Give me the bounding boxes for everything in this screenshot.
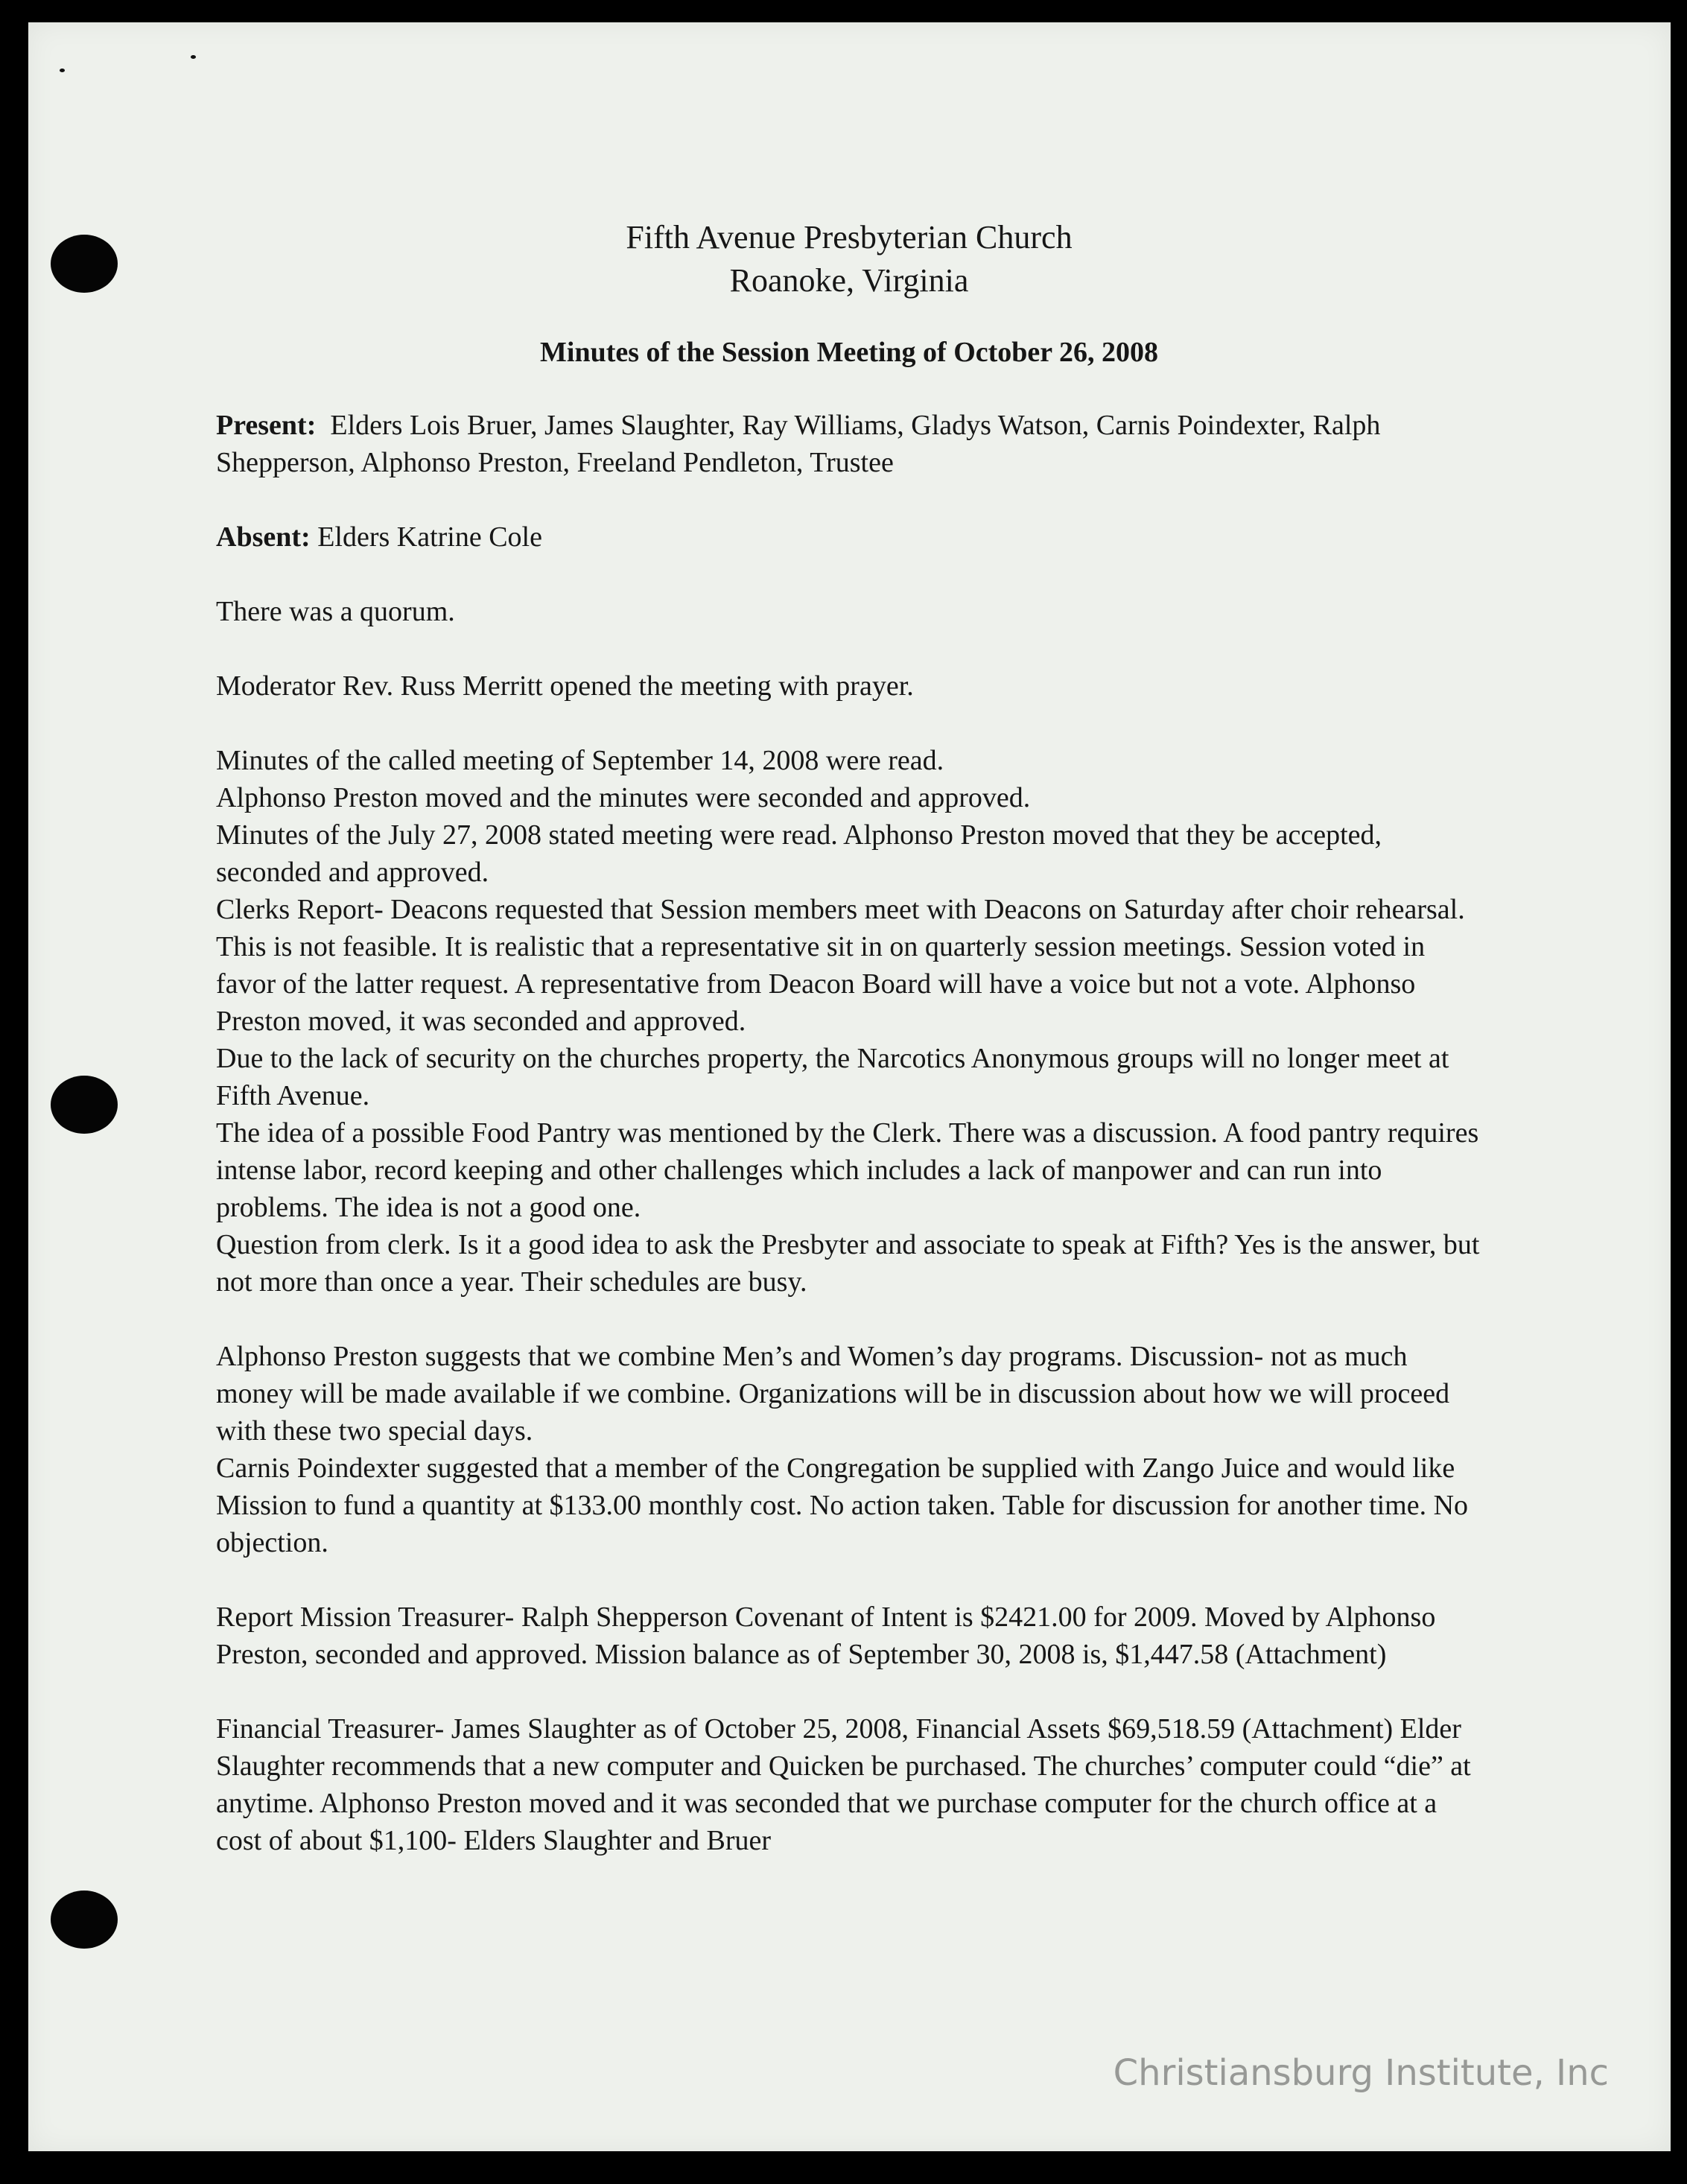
opening-statement: Moderator Rev. Russ Merritt opened the meeting with prayer. <box>216 670 914 702</box>
absent-list: Elders Katrine Cole <box>317 521 542 553</box>
church-location: Roanoke, Virginia <box>729 262 969 299</box>
financial-treasurer-report: Financial Treasurer- James Slaughter as of October 25, 2008, Financial Assets $69,518.59 (Attachment) Elder Slaughter recommends that a new computer and Quicken be purchased. The churches’ computer could “die” at anytime. Alphonso Preston moved and it was seconded that we purchase computer for the church office at a cost of about $1,100- Elders Slaughter and Bruer <box>216 1713 1471 1856</box>
programs-section <box>216 1338 1482 1561</box>
scan-speck <box>60 69 65 72</box>
programs-line: Alphonso Preston suggests that we combine Men’s and Women’s day programs. Discussion- not as much money will be made available if we combine. Organizations will be in discussion about how we will proceed with these two special days. <box>216 1341 1450 1447</box>
minutes-line: Minutes of the July 27, 2008 stated meeting were read. Alphonso Preston moved that they be accepted, seconded and approved. <box>216 819 1382 888</box>
mission-treasurer-report: Report Mission Treasurer- Ralph Shepperson Covenant of Intent is $2421.00 for 2009. Moved by Alphonso Preston, seconded and approved. Mission balance as of September 30, 2008 is, $1,447.58 (Attachment) <box>216 1602 1436 1670</box>
presbyter-question: Question from clerk. Is it a good idea to ask the Presbyter and associate to speak at Fifth? Yes is the answer, but not more than once a year. Their schedules are busy. <box>216 1229 1480 1298</box>
minutes-section <box>216 742 1482 1301</box>
absent-paragraph <box>216 518 1482 556</box>
present-label: Present: <box>216 410 317 441</box>
absent-label: Absent: <box>216 521 311 553</box>
present-paragraph <box>216 407 1482 481</box>
watermark-text: Christiansburg Institute, Inc <box>1113 2052 1609 2094</box>
food-pantry-note: The idea of a possible Food Pantry was mentioned by the Clerk. There was a discussion. A food pantry requires intense labor, record keeping and other challenges which includes a lack of manpower and can run into problems. The idea is not a good one. <box>216 1117 1479 1223</box>
minutes-line: Minutes of the called meeting of September 14, 2008 were read. <box>216 745 944 776</box>
minutes-document <box>216 216 1482 1859</box>
scan-speck <box>191 55 196 59</box>
clerks-report: Clerks Report- Deacons requested that Session members meet with Deacons on Saturday after choir rehearsal. This is not feasible. It is realistic that a representative sit in on quarterly session meetings. Session voted in favor of the latter request. A representative from Deacon Board will have a voice but not a vote. Alphonso Preston moved, it was seconded and approved. <box>216 894 1465 1037</box>
present-list: Elders Lois Bruer, James Slaughter, Ray Williams, Gladys Watson, Carnis Poindexter, Ralph Shepperson, Alphonso Preston, Freeland Pendleton, Trustee <box>216 410 1381 478</box>
punch-hole-top <box>51 235 118 293</box>
quorum-statement: There was a quorum. <box>216 596 455 627</box>
programs-line: Carnis Poindexter suggested that a member of the Congregation be supplied with Zango Juice and would like Mission to fund a quantity at $133.00 monthly cost. No action taken. Table for discussion for another time. No objection. <box>216 1453 1469 1558</box>
punch-hole-middle <box>51 1076 118 1134</box>
punch-hole-bottom <box>51 1891 118 1949</box>
security-note: Due to the lack of security on the churches property, the Narcotics Anonymous groups will no longer meet at Fifth Avenue. <box>216 1043 1449 1111</box>
minutes-line: Alphonso Preston moved and the minutes were seconded and approved. <box>216 782 1031 813</box>
church-name: Fifth Avenue Presbyterian Church <box>626 219 1073 255</box>
document-title: Minutes of the Session Meeting of October 26, 2008 <box>540 337 1158 368</box>
